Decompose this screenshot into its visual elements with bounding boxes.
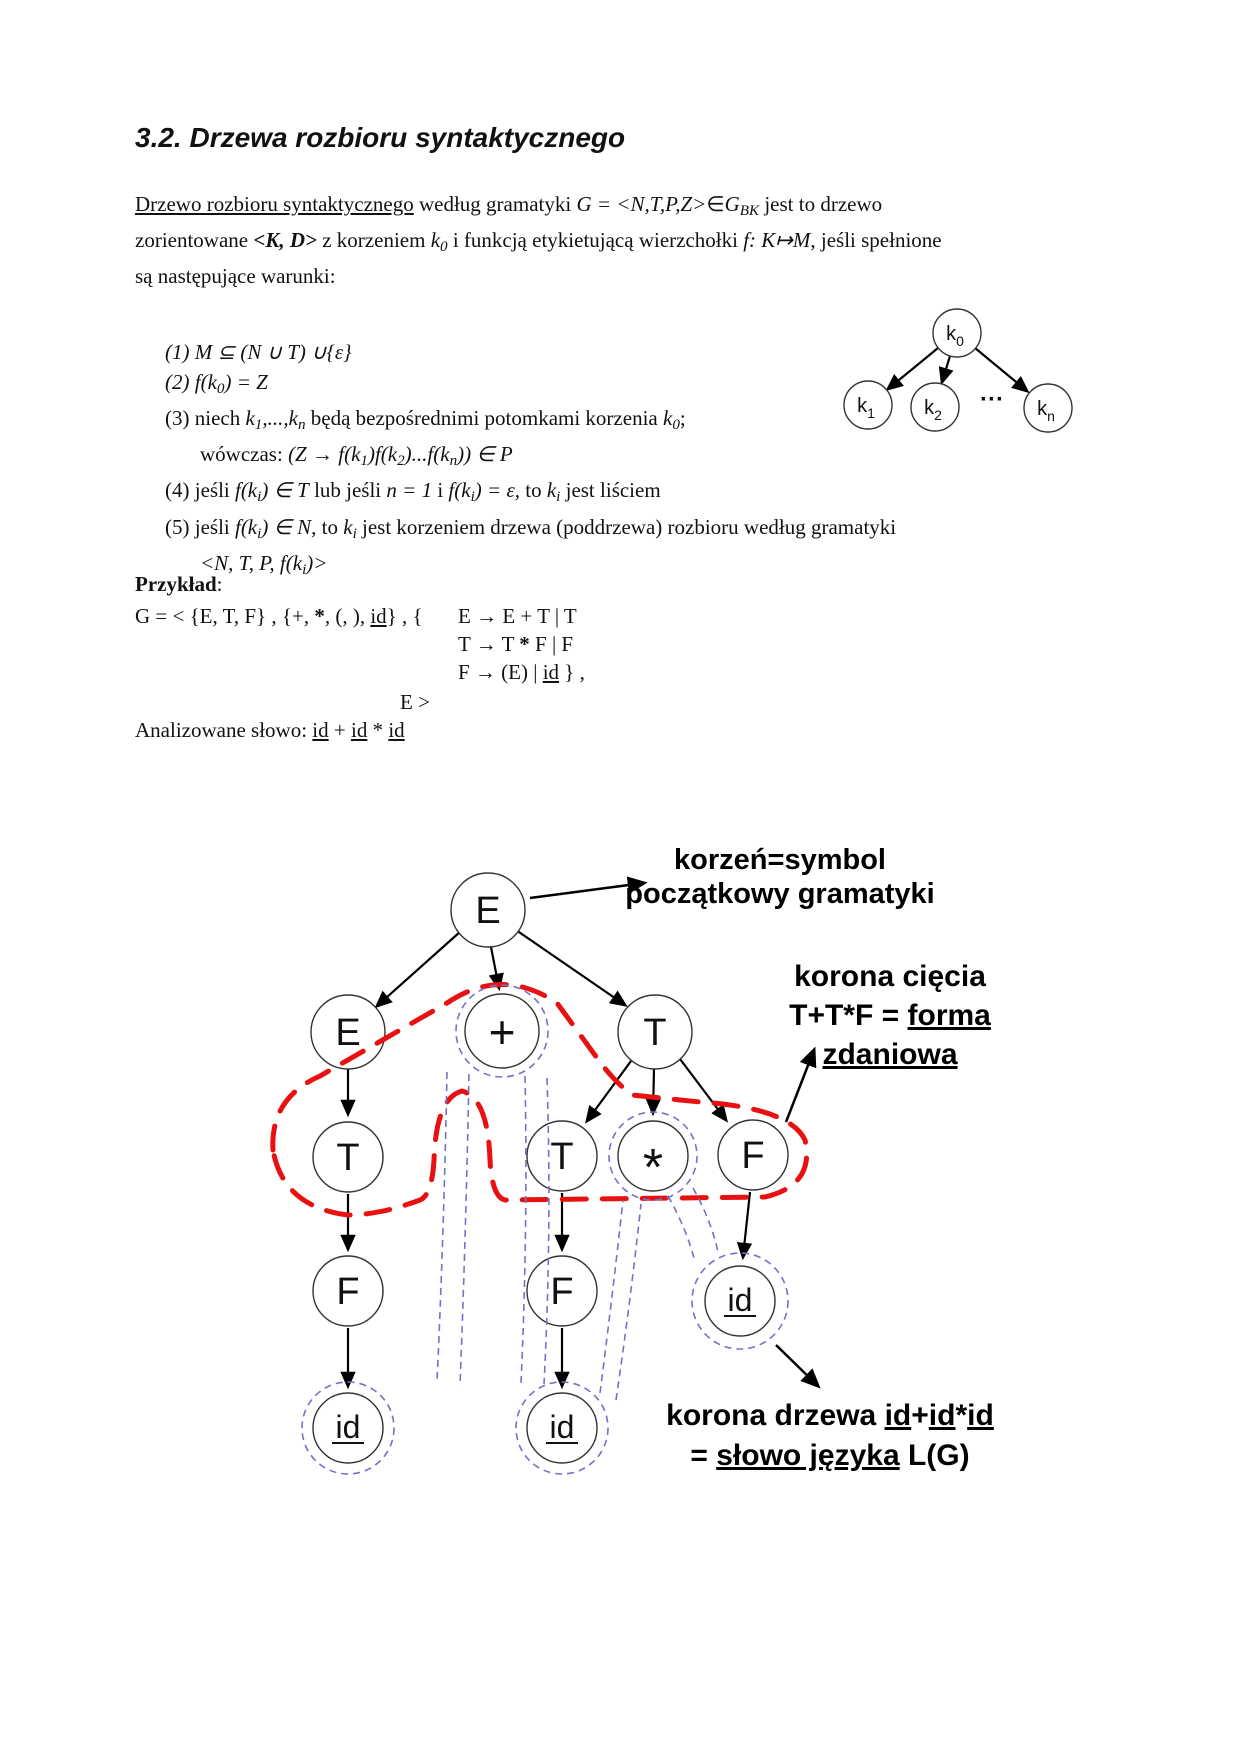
node-label: T <box>550 1136 574 1178</box>
text-run: korona drzewa <box>666 1399 885 1432</box>
text-run: id <box>370 604 387 628</box>
text-run: k <box>245 405 255 430</box>
crown-annotation <box>645 1396 1015 1476</box>
text-run: (3) niech <box>165 405 246 430</box>
text-run: n <box>449 452 458 469</box>
text-run: forma <box>907 999 991 1032</box>
text-run: i <box>257 525 262 542</box>
text-run: L(G) <box>899 1439 970 1472</box>
node-label: T <box>336 1137 360 1179</box>
crown-annotation-line1 <box>645 1396 1015 1436</box>
text-run: G = <N,T,P,Z> <box>576 192 707 216</box>
text-run: i <box>302 561 307 578</box>
text-run: to <box>316 514 344 539</box>
text-run: * <box>519 632 530 656</box>
text-run: lub jeśli <box>308 478 387 503</box>
text-run: )f(k <box>367 442 398 467</box>
cut-annotation-line1: korona cięcia <box>794 960 986 993</box>
condition-line-5 <box>165 513 1025 549</box>
node-label: F <box>550 1271 574 1313</box>
page-title: 3.2. Drzewa rozbioru syntaktycznego <box>135 122 626 153</box>
text-run: jest to drzewo zorientowane <box>135 192 883 252</box>
text-run: k <box>546 478 557 503</box>
node-label: + <box>488 1006 516 1058</box>
text-run: ) ∈ T <box>261 478 309 503</box>
text-run: z korzeniem <box>316 227 431 252</box>
text-run: G <box>724 192 740 216</box>
text-run: ; <box>679 405 686 430</box>
cut-annotation-line3 <box>740 1035 1040 1074</box>
text-run: i <box>432 478 449 503</box>
text-run: k <box>343 514 353 539</box>
production-rule-3 <box>458 660 585 685</box>
text-run: (Z → f(k <box>288 442 361 467</box>
text-run: id <box>312 718 329 742</box>
text-run: i <box>470 489 475 506</box>
text-run: )...f(k <box>404 442 450 467</box>
text-run: f: K↦M <box>743 227 811 252</box>
node-label: E <box>475 890 501 932</box>
text-run: Analizowane słowo: <box>135 718 313 742</box>
text-run: jest liściem <box>560 478 661 503</box>
node-label: * <box>642 1139 664 1197</box>
text-run: według gramatyki <box>413 192 577 216</box>
text-run: k <box>288 405 298 430</box>
text-run: (5) jeśli <box>165 514 235 539</box>
root-annotation-line2: początkowy gramatyki <box>625 878 935 910</box>
text-run: n = 1 <box>386 478 433 503</box>
text-run: + <box>911 1399 929 1432</box>
text-run: f(k <box>234 478 258 503</box>
grammar-definition <box>135 604 423 629</box>
text-run: : <box>216 572 223 596</box>
text-run: 1 <box>254 416 263 433</box>
text-run: * <box>367 718 389 742</box>
text-run: k <box>662 405 673 430</box>
crown-annotation-line2 <box>645 1436 1015 1476</box>
text-run: będą bezpośrednimi potomkami korzenia <box>305 405 663 430</box>
node-label: F <box>741 1135 765 1177</box>
condition-line-3b <box>165 440 1025 476</box>
k-tree-edge <box>942 356 950 382</box>
condition-line-4 <box>165 476 1025 512</box>
text-run: f(k <box>234 514 258 539</box>
text-run: + <box>328 718 351 742</box>
text-run: ) = Z <box>224 369 268 394</box>
text-run: )> <box>306 550 328 575</box>
text-run: } , { <box>386 604 423 628</box>
text-run: (4) jeśli <box>165 478 235 503</box>
example-heading <box>135 572 223 597</box>
text-run: <N, T, P, f(k <box>200 550 303 575</box>
text-run: id <box>388 718 405 742</box>
text-run: f(k <box>448 478 471 503</box>
text-run: (1) M ⊆ (N ∪ T) ∪{ε} <box>165 340 352 364</box>
text-run: Przykład <box>135 572 217 596</box>
text-run: * <box>314 604 325 628</box>
text-run: F → (E) | <box>458 660 543 684</box>
text-run: k <box>430 227 441 252</box>
text-run: 0 <box>672 416 680 433</box>
text-run: id <box>928 1399 956 1432</box>
text-run: n <box>297 416 306 433</box>
node-label: E <box>335 1012 361 1054</box>
text-run: Drzewo rozbioru syntaktycznego <box>135 192 414 216</box>
text-run: to <box>519 478 547 503</box>
text-run: ) = ε, <box>474 478 520 503</box>
condition-line-5b <box>165 549 1025 585</box>
intro-paragraph <box>135 190 957 291</box>
text-run: * <box>955 1399 968 1432</box>
node-label: F <box>336 1271 360 1313</box>
text-run: i <box>556 489 561 506</box>
text-run: 0 <box>216 380 225 397</box>
root-annotation <box>625 843 935 911</box>
production-rule-2 <box>458 632 573 657</box>
node-label: id <box>727 1282 753 1318</box>
text-run: E > <box>400 690 430 714</box>
text-run: T+T*F = <box>789 999 908 1032</box>
text-run: ) ∈ N, <box>261 514 317 539</box>
text-run: (2) f(k <box>165 369 217 394</box>
cut-annotation-line2 <box>740 996 1040 1035</box>
text-run: słowo języka <box>716 1439 900 1472</box>
grammar-closing <box>400 690 430 715</box>
text-run: id <box>542 660 560 684</box>
k-tree-ellipsis: ··· <box>980 386 1004 413</box>
analyzed-word <box>135 718 405 743</box>
k-tree-label: $k_2$ <box>924 397 942 423</box>
text-run: )) ∈ P <box>457 442 513 467</box>
cut-annotation <box>740 957 1040 1074</box>
text-run: G = < {E, T, F} , {+, <box>135 604 315 628</box>
text-run: i <box>352 525 357 542</box>
k-tree-diagram <box>830 295 1090 440</box>
text-run: <K, D> <box>253 227 317 252</box>
text-run: wówczas: <box>200 442 289 467</box>
text-run: 1 <box>360 452 368 469</box>
text-run: , jeśli spełnione są następujące warunki: <box>135 227 942 288</box>
text-run: = <box>690 1439 717 1472</box>
k-tree-label: $k_1$ <box>857 395 875 421</box>
text-run: BK <box>739 202 760 219</box>
k-tree-label: $k_0$ <box>946 323 964 349</box>
k-tree-edge <box>975 348 1027 391</box>
text-run: T → T <box>458 632 520 656</box>
text-run: 2 <box>397 452 405 469</box>
text-run: , (, ), <box>324 604 371 628</box>
text-run: id <box>350 718 368 742</box>
text-run: id <box>967 1399 994 1432</box>
text-run: ∈ <box>706 192 725 216</box>
text-run: zdaniowa <box>822 1038 958 1071</box>
node-label: T <box>643 1012 667 1054</box>
crown-annotation-arrow <box>776 1345 818 1386</box>
text-run: F | F <box>529 632 574 656</box>
node-label: id <box>549 1409 575 1445</box>
text-run: id <box>884 1399 912 1432</box>
text-run: ,..., <box>262 405 289 430</box>
text-run: jest korzeniem drzewa (poddrzewa) rozbioru według gramatyki <box>356 514 897 539</box>
root-annotation-line1: korzeń=symbol <box>674 844 886 876</box>
k-tree-label: $k_n$ <box>1037 398 1055 424</box>
node-label: id <box>335 1409 361 1445</box>
production-rule-1 <box>458 604 577 629</box>
text-run: i <box>257 489 262 506</box>
text-run: } , <box>559 660 585 684</box>
text-run: E → E + T | T <box>458 604 577 628</box>
text-run: 0 <box>440 238 448 255</box>
text-run: i funkcją etykietującą wierzchołki <box>447 227 744 252</box>
